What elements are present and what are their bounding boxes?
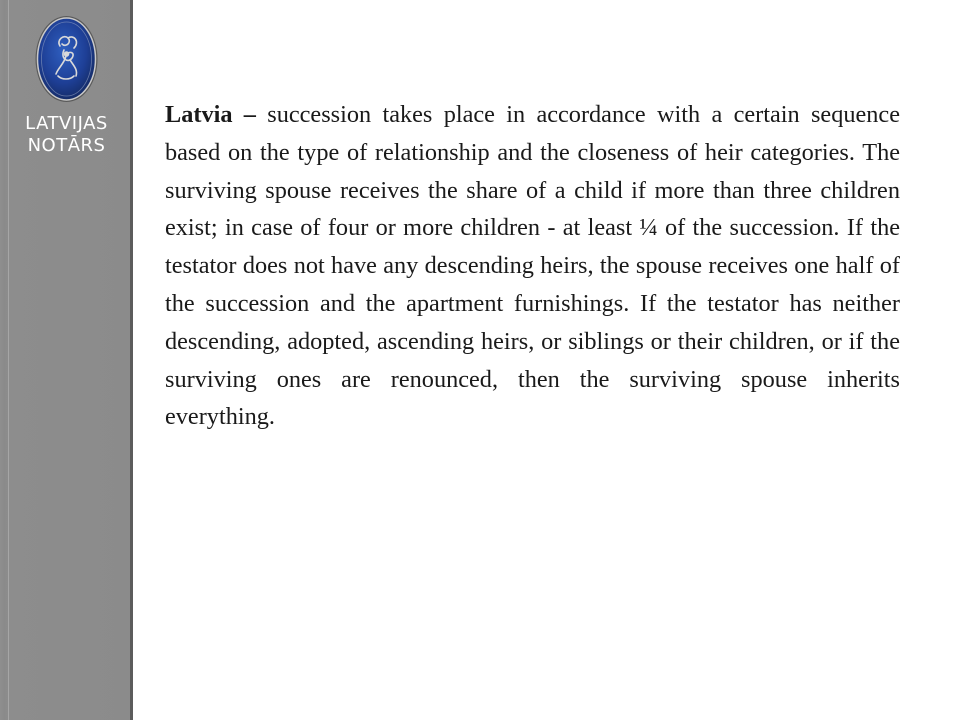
body-text: succession takes place in accordance with a certain sequence based on the type of relationship and the closeness of heir categories. The surviving spouse receives the share of a child if more than three children exist; in case of four or more children - at least ¼ of the succession. If the testator does not have any descending heirs, the spouse receives one half of the succession and the apartment furnishings. If the testator has neither descending, adopted, ascending heirs, or siblings or their children, or if the surviving ones are renounced, then the surviving spouse inherits everything. xyxy=(165,101,900,431)
logo-text-line2: NOTĀRS xyxy=(27,135,106,156)
sidebar xyxy=(0,0,133,720)
main-content xyxy=(165,96,900,436)
lead-text: Latvia – xyxy=(165,101,256,128)
body-paragraph xyxy=(165,96,900,436)
logo-text-line1: LATVIJAS xyxy=(25,113,108,134)
notary-crest-icon xyxy=(34,14,99,104)
